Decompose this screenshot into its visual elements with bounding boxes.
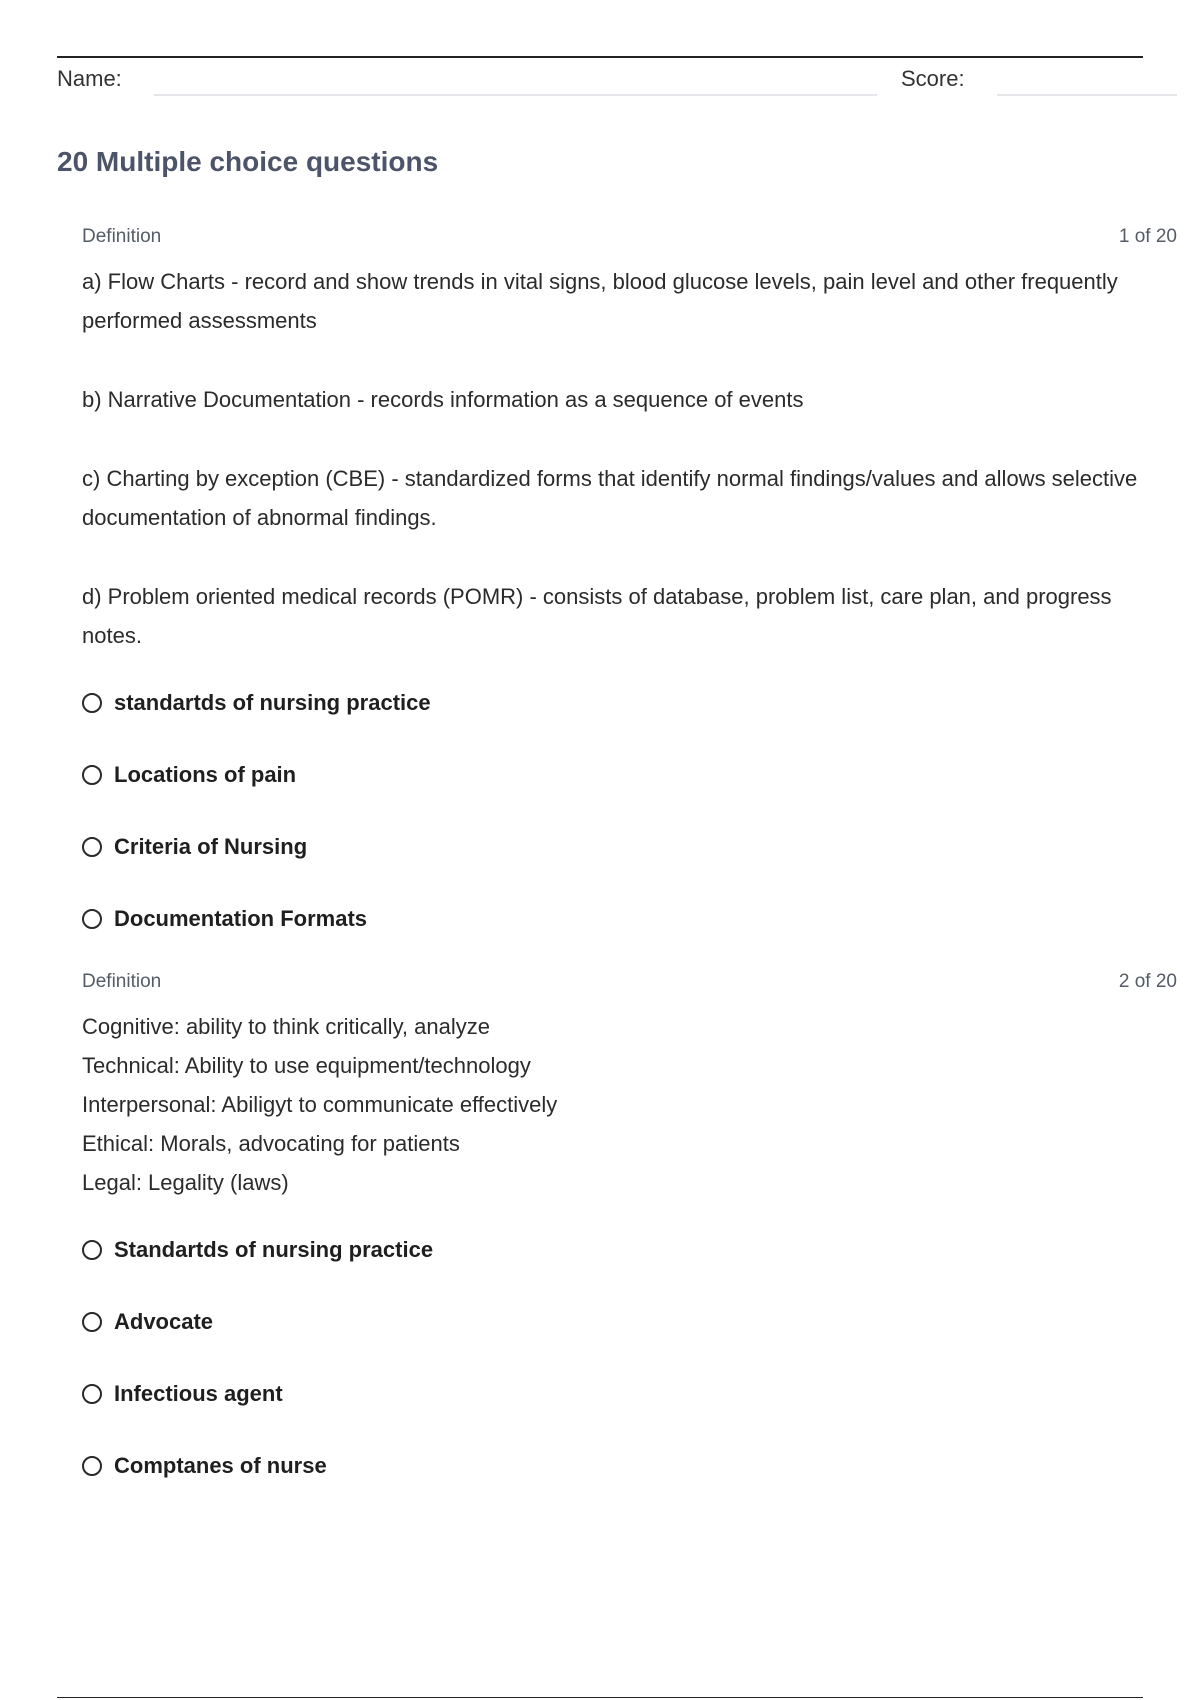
question-2 [82, 969, 1177, 1502]
answer-option[interactable] [82, 883, 1177, 955]
answer-option-label: Advocate [114, 1309, 214, 1334]
answer-option-label: Documentation Formats [114, 906, 368, 931]
answer-option[interactable] [82, 811, 1177, 883]
question-definition [82, 1007, 1177, 1202]
answer-option-label: Infectious agent [114, 1381, 283, 1406]
answer-option[interactable] [82, 1214, 1177, 1286]
name-field-line[interactable] [154, 94, 877, 96]
answer-option-label: Standartds of nursing practice [114, 1237, 434, 1262]
answer-option-label: Locations of pain [114, 762, 297, 787]
answer-option[interactable] [82, 1358, 1177, 1430]
question-counter: 2 of 20 [1118, 971, 1177, 992]
worksheet-header [57, 58, 1177, 98]
radio-button-icon[interactable] [82, 693, 102, 713]
section-title: 20 Multiple choice questions [57, 146, 439, 177]
answer-option-label: Comptanes of nurse [114, 1453, 327, 1478]
answer-option[interactable] [82, 667, 1177, 739]
definition-line: Technical: Ability to use equipment/technology [82, 1053, 531, 1078]
answer-options [82, 667, 1177, 955]
definition-paragraph: d) Problem oriented medical records (POMR) - consists of database, problem list, care plan, and progress notes. [82, 584, 1112, 648]
answer-option-label: Criteria of Nursing [114, 834, 308, 859]
bottom-rule [57, 1697, 1143, 1698]
question-definition [82, 262, 1177, 655]
answer-options [82, 1214, 1177, 1502]
answer-option[interactable] [82, 1430, 1177, 1502]
definition-line: Cognitive: ability to think critically, analyze [82, 1014, 490, 1039]
definition-line: Ethical: Morals, advocating for patients [82, 1131, 460, 1156]
answer-option-label: standartds of nursing practice [114, 690, 431, 715]
name-label: Name: [57, 66, 122, 91]
question-header [82, 224, 1177, 254]
definition-paragraph: b) Narrative Documentation - records information as a sequence of events [82, 387, 804, 412]
definition-line: Legal: Legality (laws) [82, 1170, 289, 1195]
radio-button-icon[interactable] [82, 909, 102, 929]
radio-button-icon[interactable] [82, 1456, 102, 1476]
radio-button-icon[interactable] [82, 1384, 102, 1404]
definition-paragraph: c) Charting by exception (CBE) - standardized forms that identify normal findings/values and allows selective documentation of abnormal findings. [82, 466, 1138, 530]
radio-button-icon[interactable] [82, 1312, 102, 1332]
radio-button-icon[interactable] [82, 765, 102, 785]
question-type-label: Definition [82, 226, 162, 247]
question-1 [82, 224, 1177, 955]
radio-button-icon[interactable] [82, 837, 102, 857]
definition-paragraph: a) Flow Charts - record and show trends in vital signs, blood glucose levels, pain level and other frequently performed assessments [82, 269, 1118, 333]
definition-line: Interpersonal: Abiligyt to communicate effectively [82, 1092, 558, 1117]
score-field-line[interactable] [997, 94, 1177, 96]
radio-button-icon[interactable] [82, 1240, 102, 1260]
score-label: Score: [901, 66, 965, 91]
answer-option[interactable] [82, 739, 1177, 811]
question-counter: 1 of 20 [1118, 226, 1177, 247]
answer-option[interactable] [82, 1286, 1177, 1358]
question-type-label: Definition [82, 971, 162, 992]
question-header [82, 969, 1177, 999]
